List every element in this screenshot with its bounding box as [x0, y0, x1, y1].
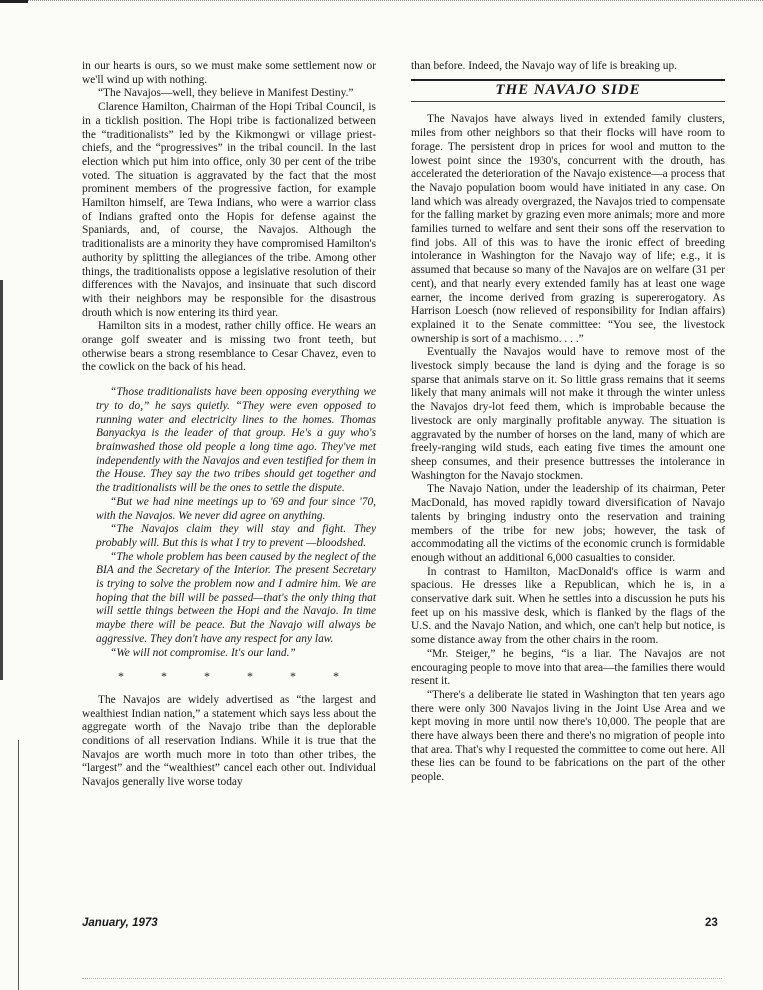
- left-column: [82, 60, 376, 790]
- quote-paragraph: “We will not compromise. It's our land.”: [110, 646, 296, 659]
- paragraph: in our hearts is ours, so we must make some settlement now or we'll wind up with nothing.: [82, 60, 376, 86]
- paragraph: “The Navajos—well, they believe in Manifest Destiny.”: [98, 87, 354, 100]
- scan-mark: [0, 0, 28, 3]
- quote-paragraph: “The whole problem has been caused by the neglect of the BIA and the Secretary of the Interior. The present Secretary is trying to solve the problem now and I admire him. We are hoping that the bill will be passed—that's the only thing that will settle things between the Hopi and the Navajo. In time maybe there will be peace. But the Navajo will always be aggressive. They don't have any respect for any law.: [96, 550, 376, 645]
- paragraph: Eventually the Navajos would have to remove most of the livestock simply because the land is dying and the forage is so sparse that animals starve on it. So little grass remains that it seems likely that many animals will not make it through the winter unless the Navajos dry-lot feed them, which is improbable because the livestock are only marginally profitable anyway. The situation is aggravated by the number of horses on the land, many of which are freely-ranging wild studs, each eating five times the amount one sheep consumes, and their presence buttresses the intolerance in Washington for the Navajo stockmen.: [411, 346, 725, 482]
- paragraph: The Navajo Nation, under the leadership of its chairman, Peter MacDonald, has moved rapidly toward diversification of Navajo talents by bringing industry onto the reservation and training members of the tribe for new jobs; however, the task of accommodating all the victims of the economic crunch is formidable enough without an additional 6,000 casualties to consider.: [411, 483, 725, 564]
- paragraph: In contrast to Hamilton, MacDonald's office is warm and spacious. He dresses like a Republican, which he is, in a conservative dark suit. When he settles into a discussion he puts his feet up on his massive desk, which is flanked by the flags of the U.S. and the Navajo Nation, and which, one can't help but notice, is some distance away from the other chairs in the room.: [411, 565, 725, 647]
- paragraph: “Mr. Steiger,” he begins, “is a liar. The Navajos are not encouraging people to move into that area—the families there would resent it.: [411, 647, 725, 688]
- quote-paragraph: “But we had nine meetings up to '69 and four since '70, with the Navajos. We never did agree on anything.: [96, 495, 376, 522]
- section-separator: * * * * * *: [118, 669, 356, 684]
- paragraph: “There's a deliberate lie stated in Washington that ten years ago there were only 300 Navajos living in the Joint Use Area and we kept moving in more until now there's 10,000. The people that are there have always been there and there's no migration of people into that area. That's why I requested the committee to come out here. All these lies can be found to be fabrications on the part of the other people.: [411, 688, 725, 784]
- top-border: [0, 0, 763, 1]
- paragraph: Clarence Hamilton, Chairman of the Hopi Tribal Council, is in a ticklish position. The Hopi tribe is factionalized between the “traditionalists” led by the Kikmongwi or village priest-chiefs, and the “progressives” in the tribal council. In the last election which put him into office, only 30 per cent of the tribe voted. The situation is aggravated by the fact that the most prominent members of the progressive faction, for example Hamilton himself, are Tewa Indians, who were a warrior class of Indians grafted onto the Hopis for defense against the Spaniards, and, of course, the Navajos. Although the traditionalists are a minority they have compromised Hamilton's authority by splitting the allegiances of the tribe. Among other things, the traditionalists oppose a legislative resolution of their differences with the Navajos, and insinuate that such discord with their neighbors may be responsible for the disastrous drouth which is now entering its third year.: [82, 101, 376, 319]
- page-number: 23: [705, 917, 718, 929]
- binding-edge-lower: [18, 740, 19, 990]
- paragraph: The Navajos are widely advertised as “the largest and wealthiest Indian nation,” a statement which says less about the aggregate worth of the Navajo tribe than the deplorable conditions of all reservation Indians. While it is true that the Navajos are worth much more in toto than other tribes, the “largest” and the “wealthiest” cancel each other out. Individual Navajos generally live worse today: [82, 693, 376, 789]
- right-column: [411, 60, 725, 785]
- paragraph: Hamilton sits in a modest, rather chilly office. He wears an orange golf sweater and is missing two front teeth, but otherwise bears a strong resemblance to Cesar Chavez, even to the cowlick on the back of his head.: [82, 320, 376, 374]
- issue-date: January, 1973: [82, 917, 158, 929]
- paragraph: than before. Indeed, the Navajo way of life is breaking up.: [411, 60, 678, 72]
- paragraph: The Navajos have always lived in extended family clusters, miles from other neighbors so that their flocks will have room to forage. The persistent drop in prices for wool and mutton to the lowest point since the 1930's, concurrent with the drouth, has accelerated the deterioration of the Navajo existence—a process that the Navajo population boom would have initiated in any case. On land which was already overgrazed, the Navajos tried to compensate for the falling market by grazing even more animals; more and more families turned to welfare and sent their sons off the reservation to find jobs. All of this was to have the ironic effect of breeding intolerance in Washington for the Navajo way of life; e.g., it is assumed that because so many of the Navajos are on welfare (31 per cent), and that nearly every extended family has at least one wage earner, the income derived from grazing is supererogatory. As Harrison Loesch (now relieved of responsibility for Indian affairs) explained it to the Senate committee: “You see, the livestock ownership is sort of a machismo. . . .”: [411, 113, 725, 345]
- binding-edge: [0, 280, 3, 680]
- section-title: THE NAVAJO SIDE: [411, 79, 725, 103]
- quote-paragraph: “The Navajos claim they will stay and fight. They probably will. But this is what I try to prevent —bloodshed.: [96, 523, 376, 549]
- quote-paragraph: “Those traditionalists have been opposing everything we try to do,” he says quietly. “They were even opposed to running water and electricity lines to the homes. Thomas Banyackya is the leader of that group. He's a guy who's brainwashed those old people a long time ago. They've met independently with the Navajos and even testified for them in the House. They say the two tribes should get together and the traditionalists will be the ones to settle the dispute.: [96, 386, 376, 495]
- bottom-border: [82, 978, 722, 979]
